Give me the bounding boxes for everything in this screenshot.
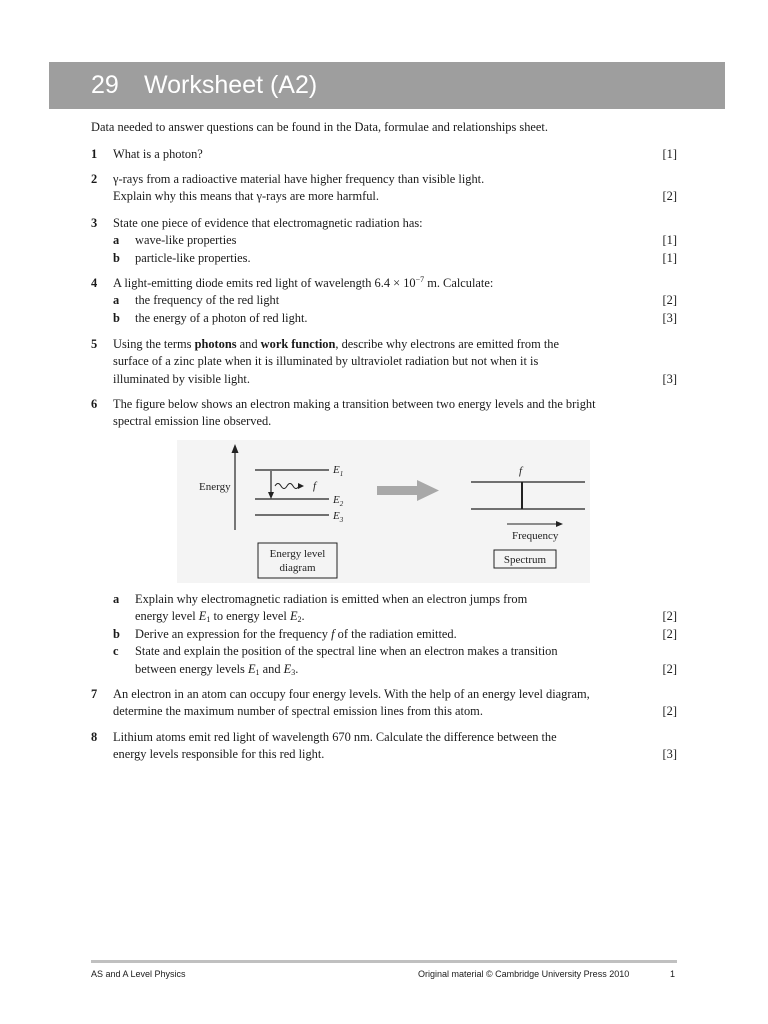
transition-arrowhead xyxy=(268,492,274,499)
subpart-label: a xyxy=(113,592,120,606)
subpart-label: a xyxy=(113,293,120,308)
box-label-line1: Energy level xyxy=(269,548,326,560)
marks: [3] xyxy=(662,371,677,386)
question-4 xyxy=(91,275,677,327)
question-text: Lithium atoms emit red light of wavelength 670 nm. Calculate the difference between the xyxy=(113,730,557,744)
spectrum-box-label: Spectrum xyxy=(503,554,547,566)
e1-label: $E_1$ xyxy=(333,464,344,478)
subpart-label: a xyxy=(113,233,120,248)
question-6-subparts xyxy=(91,591,677,678)
marks: [3] xyxy=(662,310,677,325)
question-number: 2 xyxy=(91,172,98,186)
marks: [3] xyxy=(662,747,677,762)
marks: [2] xyxy=(662,661,677,676)
question-8 xyxy=(91,729,677,764)
grey-arrow-head xyxy=(417,480,439,501)
question-text: Explain why this means that γ-rays are more harmful. xyxy=(113,189,379,204)
marks: [2] xyxy=(662,609,677,624)
question-text: γ-rays from a radioactive material have higher frequency than visible light. xyxy=(113,172,485,186)
energy-level-figure xyxy=(177,440,590,583)
marks: [1] xyxy=(662,147,677,161)
footer-copyright: Original material © Cambridge University Press 2010 xyxy=(418,969,630,979)
frequency-axis-label: Frequency xyxy=(512,530,559,542)
marks: [2] xyxy=(662,189,677,204)
subpart-text: particle-like properties. xyxy=(135,250,251,265)
question-6 xyxy=(91,396,677,431)
marks: [1] xyxy=(662,233,677,248)
question-2 xyxy=(91,171,677,206)
question-number: 1 xyxy=(91,147,98,161)
subpart-label: c xyxy=(113,644,119,659)
question-7 xyxy=(91,686,677,721)
grey-arrow-shaft xyxy=(377,486,419,495)
subpart-text: Derive an expression for the frequency f of the radiation emitted. xyxy=(135,626,457,641)
question-number: 4 xyxy=(91,276,98,290)
footer-rule xyxy=(91,960,677,963)
worksheet-title: Worksheet (A2) xyxy=(144,71,318,99)
question-text: spectral emission line observed. xyxy=(113,414,272,429)
marks: [2] xyxy=(662,626,677,641)
question-text: A light-emitting diode emits red light of wavelength $6.4 \times 10^{-7}$ m. Calculate: xyxy=(113,275,494,290)
question-1 xyxy=(91,146,677,163)
marks: [2] xyxy=(662,704,677,719)
question-text: Using the terms photons and work function, describe why electrons are emitted from the xyxy=(113,337,560,351)
box-label-line2: diagram xyxy=(279,562,316,574)
question-text: What is a photon? xyxy=(113,147,203,161)
subpart-text: energy level $E_1$ to energy level $E_2$. xyxy=(135,609,305,625)
e2-label: $E_2$ xyxy=(333,494,344,508)
question-text: illuminated by visible light. xyxy=(113,371,250,386)
marks: [2] xyxy=(662,293,677,308)
question-number: 6 xyxy=(91,397,98,411)
question-text: State one piece of evidence that electromagnetic radiation has: xyxy=(113,216,423,230)
subpart-text: between energy levels $E_1$ and $E_3$. xyxy=(135,661,299,677)
worksheet-header xyxy=(49,62,725,109)
photon-frequency-label: f xyxy=(313,480,317,492)
subpart-text: the energy of a photon of red light. xyxy=(135,310,308,325)
subpart-label: b xyxy=(113,310,120,325)
chapter-number: 29 xyxy=(91,71,119,99)
intro-text: Data needed to answer questions can be found in the Data, formulae and relationships sheet. xyxy=(91,120,548,134)
e3-label: $E_3$ xyxy=(333,510,344,524)
subpart-text: State and explain the position of the spectral line when an electron makes a transition xyxy=(135,644,558,659)
footer-course: AS and A Level Physics xyxy=(91,969,186,979)
subpart-text: wave-like properties xyxy=(135,233,237,248)
energy-axis-label: Energy xyxy=(199,481,231,493)
question-5 xyxy=(91,336,677,388)
footer-page-number: 1 xyxy=(670,969,676,979)
frequency-arrowhead xyxy=(556,521,563,527)
question-text: surface of a zinc plate when it is illuminated by ultraviolet radiation but not when it is xyxy=(113,354,539,369)
question-number: 3 xyxy=(91,216,98,230)
question-number: 8 xyxy=(91,730,98,744)
question-3 xyxy=(91,215,677,267)
question-text: determine the maximum number of spectral emission lines from this atom. xyxy=(113,704,483,719)
energy-axis-arrowhead xyxy=(232,444,239,453)
question-text: An electron in an atom can occupy four energy levels. With the help of an energy level diagram, xyxy=(113,687,590,701)
question-number: 7 xyxy=(91,687,98,701)
subpart-text: Explain why electromagnetic radiation is emitted when an electron jumps from xyxy=(135,592,528,606)
question-number: 5 xyxy=(91,337,98,351)
photon-arrowhead xyxy=(298,483,304,489)
question-text: The figure below shows an electron making a transition between two energy levels and the bright xyxy=(113,397,596,411)
subpart-label: b xyxy=(113,250,120,265)
photon-wave xyxy=(275,484,299,489)
subpart-label: b xyxy=(113,626,120,641)
question-text: energy levels responsible for this red light. xyxy=(113,747,325,762)
marks: [1] xyxy=(662,250,677,265)
spectrum-f-label: f xyxy=(519,465,523,477)
energy-level-diagram xyxy=(177,440,590,583)
subpart-text: the frequency of the red light xyxy=(135,293,280,308)
